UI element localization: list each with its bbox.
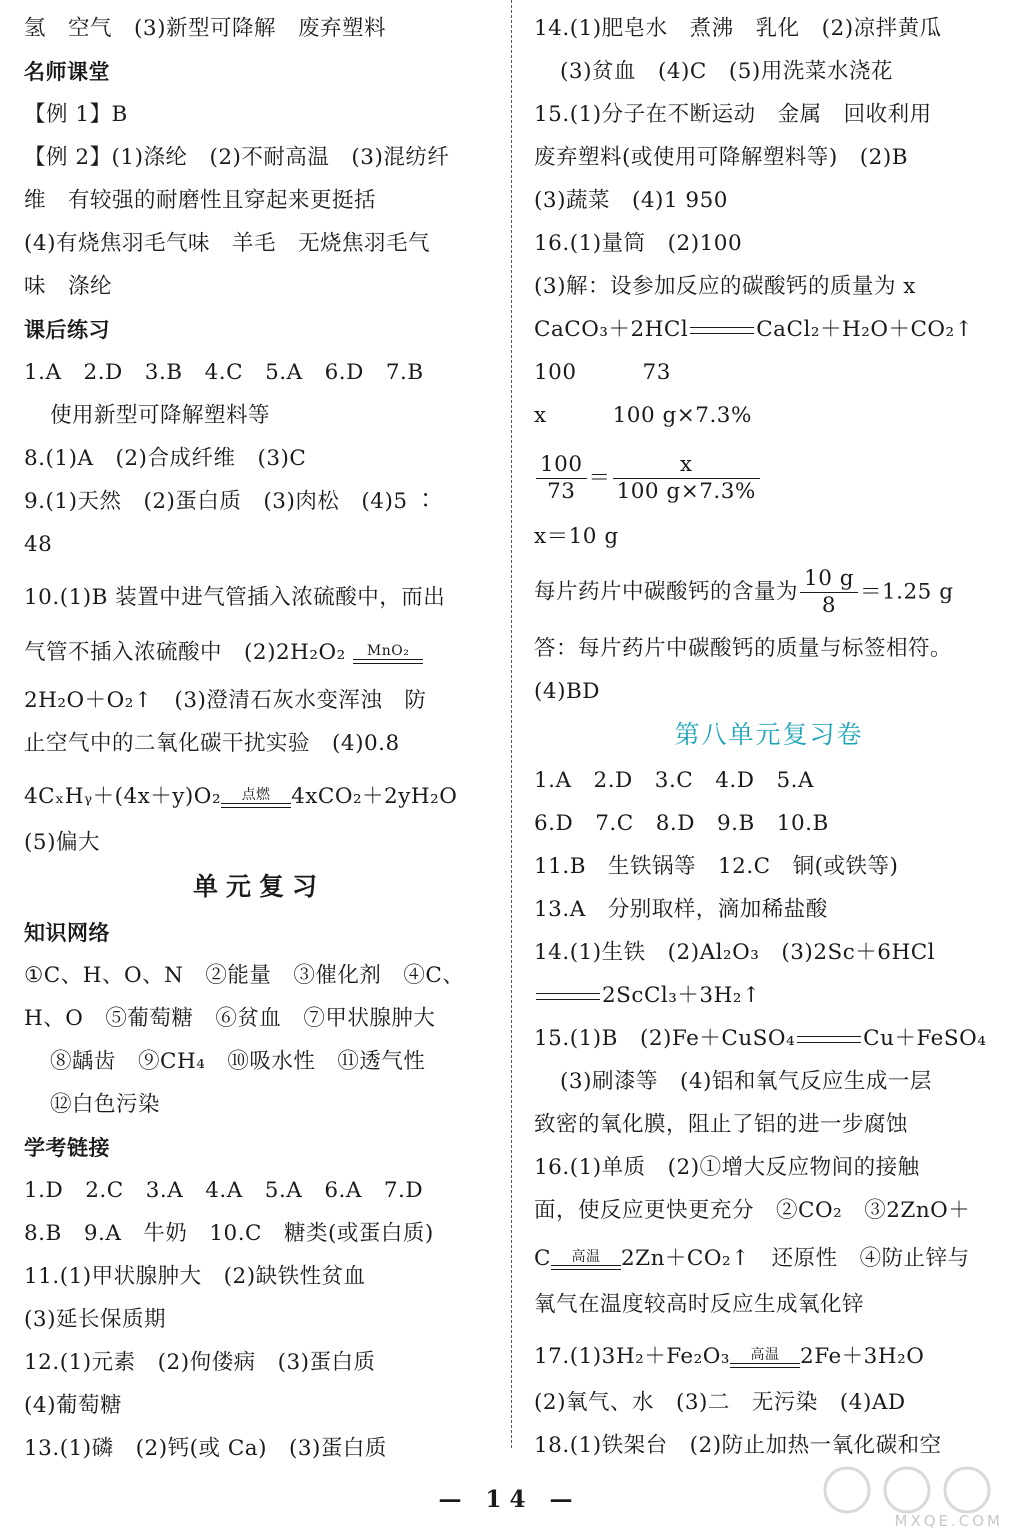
numerator: 10 g: [800, 566, 858, 593]
equal-sign: [221, 803, 291, 808]
section-title-unit-review: 单元复习: [192, 872, 325, 901]
text-line: 止空气中的二氧化碳干扰实验 (4)0.8: [24, 731, 400, 756]
equation-line: [534, 1340, 924, 1374]
text-line: 100 73: [534, 360, 671, 385]
fraction: [613, 452, 760, 505]
equation-line: [534, 979, 760, 1013]
text-line: (2)氧气、水 (3)二 无污染 (4)AD: [534, 1390, 906, 1415]
text-line: 1.A 2.D 3.C 4.D 5.A: [534, 768, 815, 793]
text-line: 氢 空气 (3)新型可降解 废弃塑料: [24, 16, 386, 41]
equal-sign: [690, 327, 754, 334]
text-line: ⑫白色污染: [50, 1092, 161, 1117]
reaction-condition: [353, 643, 423, 664]
text-line: H、O ⑤葡萄糖 ⑥贫血 ⑦甲状腺肿大: [24, 1006, 436, 1031]
text-line: 13.A 分别取样，滴加稀盐酸: [534, 897, 828, 922]
equation-text: 2Zn＋CO₂↑ 还原性 ④防止锌与: [620, 1246, 970, 1271]
text-line: 16.(1)单质 (2)①增大反应物间的接触: [534, 1155, 920, 1180]
text-line: 8.(1)A (2)合成纤维 (3)C: [24, 446, 307, 471]
equation-line: [534, 1022, 986, 1056]
equal-sign: [551, 1265, 621, 1270]
equation-line: [534, 1242, 970, 1276]
text-line: 10.(1)B 装置中进气管插入浓硫酸中，而出: [24, 585, 446, 610]
equation-text: 17.(1)3H₂＋Fe₂O₃: [534, 1344, 731, 1369]
column-divider: [511, 0, 512, 1448]
text-line: 8.B 9.A 牛奶 10.C 糖类(或蛋白质): [24, 1221, 434, 1246]
text-line: 18.(1)铁架台 (2)防止加热一氧化碳和空: [534, 1433, 942, 1458]
equal-sign: [353, 659, 423, 664]
numerator: 100: [536, 452, 587, 479]
equation-text: 2Fe＋3H₂O: [800, 1344, 925, 1369]
text-line: (5)偏大: [24, 830, 100, 855]
condition-label: 点燃: [241, 786, 271, 803]
text-line: 致密的氧化膜，阻止了铝的进一步腐蚀: [534, 1112, 909, 1137]
condition-label: MnO₂: [366, 642, 410, 659]
content-equation: [534, 566, 953, 619]
text-line: 11.B 生铁锅等 12.C 铜(或铁等): [534, 854, 899, 879]
text-line: 9.(1)天然 (2)蛋白质 (3)肉松 (4)5 ∶: [24, 489, 437, 514]
text-line: 14.(1)生铁 (2)Al₂O₃ (3)2Sc＋6HCl: [534, 940, 936, 965]
text-line: ①C、H、O、N ②能量 ③催化剂 ④C、: [24, 963, 465, 988]
text-line: 13.(1)磷 (2)钙(或 Ca) (3)蛋白质: [24, 1436, 387, 1461]
section-title-unit8-review-paper: 第八单元复习卷: [674, 720, 864, 749]
text-line: 1.A 2.D 3.B 4.C 5.A 6.D 7.B: [24, 360, 424, 385]
equation-text: CaCl₂＋H₂O＋CO₂↑: [756, 317, 974, 342]
section-heading-after-class: 课后练习: [24, 318, 110, 342]
equal-sign: [797, 1036, 861, 1043]
text-line: (3)解：设参加反应的碳酸钙的质量为 x: [534, 274, 916, 299]
text-line: 2H₂O＋O₂↑ (3)澄清石灰水变浑浊 防: [24, 688, 427, 713]
equation-text: ＝1.25 g: [859, 579, 954, 605]
watermark-text: MXQE.COM: [894, 1512, 1003, 1530]
equation-text: CaCO₃＋2HCl: [534, 317, 689, 342]
text-line: x 100 g×7.3%: [534, 403, 752, 428]
fraction: [536, 452, 587, 505]
section-heading-exam-link: 学考链接: [24, 1136, 110, 1160]
text-line: (4)有烧焦羽毛气味 羊毛 无烧焦羽毛气: [24, 231, 430, 256]
equation-text: 4CₓHᵧ＋(4x＋y)O₂: [24, 784, 222, 809]
equation-text: 4xCO₂＋2yH₂O: [291, 784, 458, 809]
text-line: (3)蔬菜 (4)1 950: [534, 188, 728, 213]
equals-text: ＝: [588, 465, 611, 491]
denominator: 100 g×7.3%: [616, 479, 756, 504]
condition-label: 高温: [750, 1346, 780, 1363]
text-line: 1.D 2.C 3.A 4.A 5.A 6.A 7.D: [24, 1178, 424, 1203]
text-line: 15.(1)分子在不断运动 金属 回收利用: [534, 102, 932, 127]
text-line: (3)贫血 (4)C (5)用洗菜水浇花: [560, 59, 893, 84]
reaction-condition: [221, 787, 291, 808]
denominator: 73: [547, 479, 576, 504]
equation-text: 气管不插入浓硫酸中 (2)2H₂O₂: [24, 640, 354, 665]
text-line: 【例 1】B: [24, 102, 128, 127]
text-line: 面，使反应更快更充分 ②CO₂ ③2ZnO＋: [534, 1198, 971, 1223]
section-heading-teacher-class: 名师课堂: [24, 60, 110, 84]
text-line: 氧气在温度较高时反应生成氧化锌: [534, 1292, 865, 1317]
text-line: 48: [24, 532, 53, 557]
text-line: (3)延长保质期: [24, 1307, 166, 1332]
numerator: x: [613, 452, 760, 479]
equal-sign: [536, 993, 600, 1000]
text-line: 维 有较强的耐磨性且穿起来更挺括: [24, 188, 377, 213]
denominator: 8: [821, 593, 837, 618]
text-line: 答：每片药片中碳酸钙的质量与标签相符。: [534, 636, 953, 661]
equation-text: 每片药片中碳酸钙的含量为: [534, 579, 799, 605]
reaction-condition: [551, 1249, 621, 1270]
text-line: 废弃塑料(或使用可降解塑料等) (2)B: [534, 145, 909, 170]
section-heading-knowledge-network: 知识网络: [24, 921, 110, 945]
text-line: 味 涤纶: [24, 274, 113, 299]
text-line: (4)葡萄糖: [24, 1393, 122, 1418]
text-line: 14.(1)肥皂水 煮沸 乳化 (2)凉拌黄瓜: [534, 16, 942, 41]
proportion-equation: [534, 452, 762, 505]
text-line: 11.(1)甲状腺肿大 (2)缺铁性贫血: [24, 1264, 366, 1289]
equation-text: 15.(1)B (2)Fe＋CuSO₄: [534, 1026, 796, 1051]
condition-label: 高温: [571, 1248, 601, 1265]
equation-text: C: [534, 1246, 551, 1271]
equation-line: [24, 780, 457, 814]
equation-text: Cu＋FeSO₄: [863, 1026, 987, 1051]
page-number: — 14 —: [438, 1486, 581, 1513]
text-line: x＝10 g: [534, 524, 619, 549]
text-line: (3)刷漆等 (4)铝和氧气反应生成一层: [560, 1069, 932, 1094]
text-line: 使用新型可降解塑料等: [50, 403, 271, 428]
equal-sign: [730, 1363, 800, 1368]
fraction: [800, 566, 858, 619]
text-line: (4)BD: [534, 679, 600, 704]
reaction-condition: [730, 1347, 800, 1368]
text-line: 【例 2】(1)涤纶 (2)不耐高温 (3)混纺纤: [24, 145, 450, 170]
text-line: ⑧龋齿 ⑨CH₄ ⑩吸水性 ⑪透气性: [50, 1049, 426, 1074]
equation-line: [24, 636, 423, 670]
text-line: 6.D 7.C 8.D 9.B 10.B: [534, 811, 829, 836]
equation-line: [534, 313, 973, 347]
text-line: 16.(1)量筒 (2)100: [534, 231, 743, 256]
text-line: 12.(1)元素 (2)佝偻病 (3)蛋白质: [24, 1350, 376, 1375]
equation-text: 2ScCl₃＋3H₂↑: [602, 983, 761, 1008]
